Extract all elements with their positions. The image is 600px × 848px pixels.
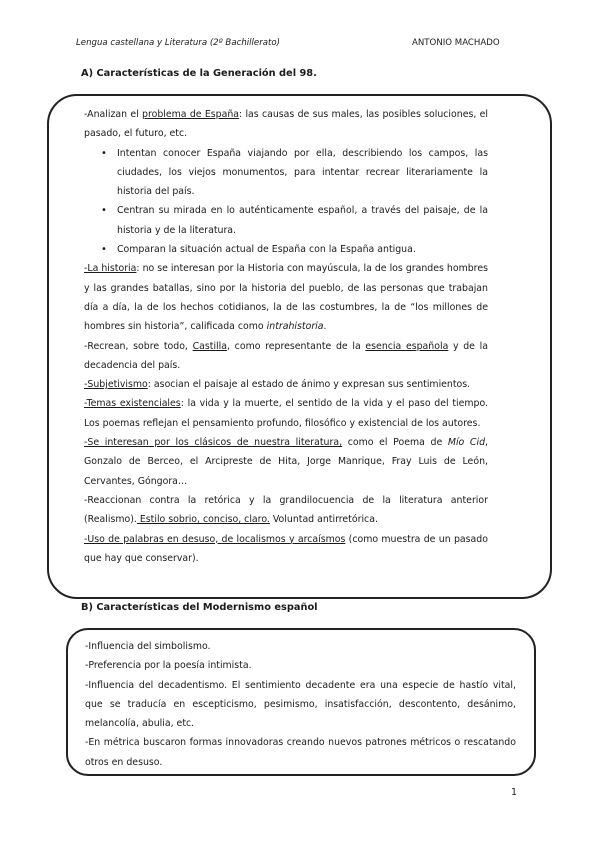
page-number: 1 xyxy=(511,787,518,798)
list-item: -En métrica buscaron formas innovadoras creando nuevos patrones métricos o rescatando otros en desuso. xyxy=(85,737,516,768)
paragraph-problema-espana: -Analizan el problema de España: las causas de sus males, las posibles soluciones, el pasado, el futuro, etc. xyxy=(84,109,488,140)
section-a-content xyxy=(84,105,488,568)
paragraph-subjetivismo: -Subjetivismo: asocian el paisaje al estado de ánimo y expresan sus sentimientos. xyxy=(84,379,471,391)
bullet-list xyxy=(84,144,488,260)
list-item: • Intentan conocer España viajando por ella, describiendo los campos, las ciudades, los viejos monumentos, para intentar recrear literariamente la historia del país. xyxy=(117,144,488,202)
list-item: • Comparan la situación actual de España con la España antigua. xyxy=(117,240,488,259)
paragraph-retorica: -Reaccionan contra la retórica y la grandilocuencia de la literatura anterior (Realismo). Estilo sobrio, conciso, claro. Voluntad antirretórica. xyxy=(84,494,488,526)
paragraph-historia: -La historia: no se interesan por la Historia con mayúscula, la de los grandes hombres y las grandes batallas, sino por la historia del pueblo, de las personas que trabajan día a día, la de los hechos cotidianos, la de las costumbres, la de “los millones de hombres sin historia”, calificada como intrahistoria. xyxy=(84,263,488,333)
paragraph-clasicos: -Se interesan por los clásicos de nuestra literatura, como el Poema de Mío Cid, Gonzalo de Berceo, el Arcipreste de Hita, Jorge Manrique, Fray Luis de León, Cervantes, Góngora… xyxy=(84,437,489,487)
section-b-content xyxy=(85,637,516,772)
paragraph-temas-existenciales: -Temas existenciales: la vida y la muerte, el sentido de la vida y el paso del tiempo. Los poemas reflejan el pensamiento profundo, filosófico y existencial de los autores. xyxy=(84,398,489,429)
school-header: ANTONIO MACHADO xyxy=(412,38,500,48)
paragraph-castilla: -Recrean, sobre todo, Castilla, como representante de la esencia española y de la decadencia del país. xyxy=(84,340,488,371)
list-item: -Preferencia por la poesía intimista. xyxy=(85,660,252,672)
list-item: • Centran su mirada en lo auténticamente español, a través del paisaje, de la historia y de la literatura. xyxy=(117,201,488,240)
paragraph-desuso: -Uso de palabras en desuso, de localismos y arcaísmos (como muestra de un pasado que hay que conservar). xyxy=(84,533,488,564)
course-header: Lengua castellana y Literatura (2º Bachillerato) xyxy=(76,38,280,48)
list-item: -Influencia del simbolismo. xyxy=(85,641,211,652)
section-a-title: A) Características de la Generación del 98. xyxy=(81,68,317,79)
list-item: -Influencia del decadentismo. El sentimiento decadente era una especie de hastío vital, que se traducía en escepticismo, pesimismo, insatisfacción, descontento, desánimo, melancolía, abulia, etc. xyxy=(85,679,516,730)
section-b-title: B) Características del Modernismo español xyxy=(81,602,318,613)
